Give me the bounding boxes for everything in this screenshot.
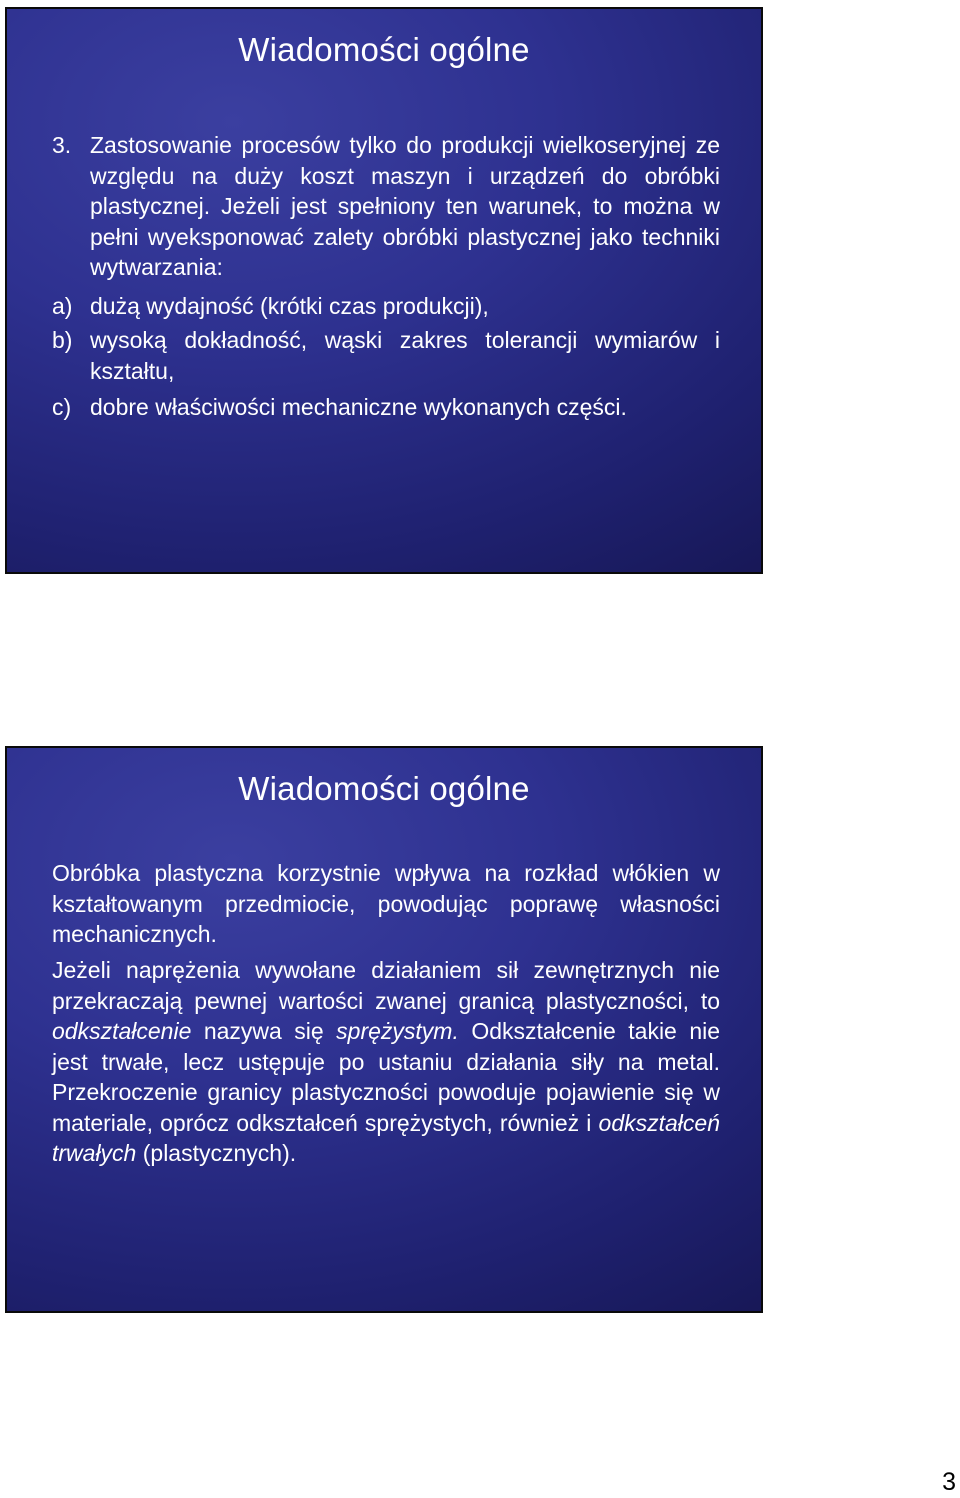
emphasis-term: odkształceń trwałych (52, 1109, 720, 1166)
list-item-text: Zastosowanie procesów tylko do produkcji wielkoseryjnej ze względu na duży koszt maszyn i urządzeń do obróbki plastycznej. Jeżeli jest spełniony ten warunek, to można w pełni wyeksponować zalety obróbki plastycznej jako techniki wytwarzania: (90, 132, 720, 280)
list-item-b (52, 325, 720, 386)
page-number: 3 (942, 1468, 956, 1496)
slide-1 (5, 7, 763, 574)
slide-title: Wiadomości ogólne (238, 31, 530, 68)
text-run: Odkształcenie takie nie jest trwałe, lecz ustępuje po ustaniu działania siły na metal. Przekroczenie granicy plastyczności powoduje pojawienie się w materiale, oprócz odkształceń sprężystych, również i (52, 1018, 721, 1136)
list-marker: 3. (52, 132, 72, 158)
list-item-a (52, 291, 720, 322)
list-item-text: wysoką dokładność, wąski zakres tolerancji wymiarów i kształtu, (90, 327, 720, 384)
list-marker: a) (52, 293, 73, 319)
text-run: nazywa się (191, 1018, 337, 1044)
list-marker: b) (52, 327, 73, 353)
text-run: (plastycznych). (136, 1140, 297, 1166)
paragraph-deformation (52, 955, 720, 1169)
list-item-text: dobre właściwości mechaniczne wykonanych części. (90, 394, 627, 420)
list-marker: c) (52, 394, 72, 420)
list-item-3 (52, 130, 720, 283)
text-run: Jeżeli naprężenia wywołane działaniem sił zewnętrznych nie przekraczają pewnej wartości zwanej granicą plastyczności, to (52, 957, 720, 1014)
paragraph-fiber-flow: Obróbka plastyczna korzystnie wpływa na rozkład włókien w kształtowanym przedmiocie, powodując poprawę własności mechanicznych. (52, 860, 720, 947)
emphasis-term: sprężystym. (336, 1018, 459, 1044)
slide-title: Wiadomości ogólne (238, 770, 530, 807)
slide-2 (5, 746, 763, 1313)
list-item-text: dużą wydajność (krótki czas produkcji), (90, 293, 489, 319)
list-item-c (52, 392, 720, 423)
emphasis-term: odkształcenie (52, 1018, 192, 1044)
